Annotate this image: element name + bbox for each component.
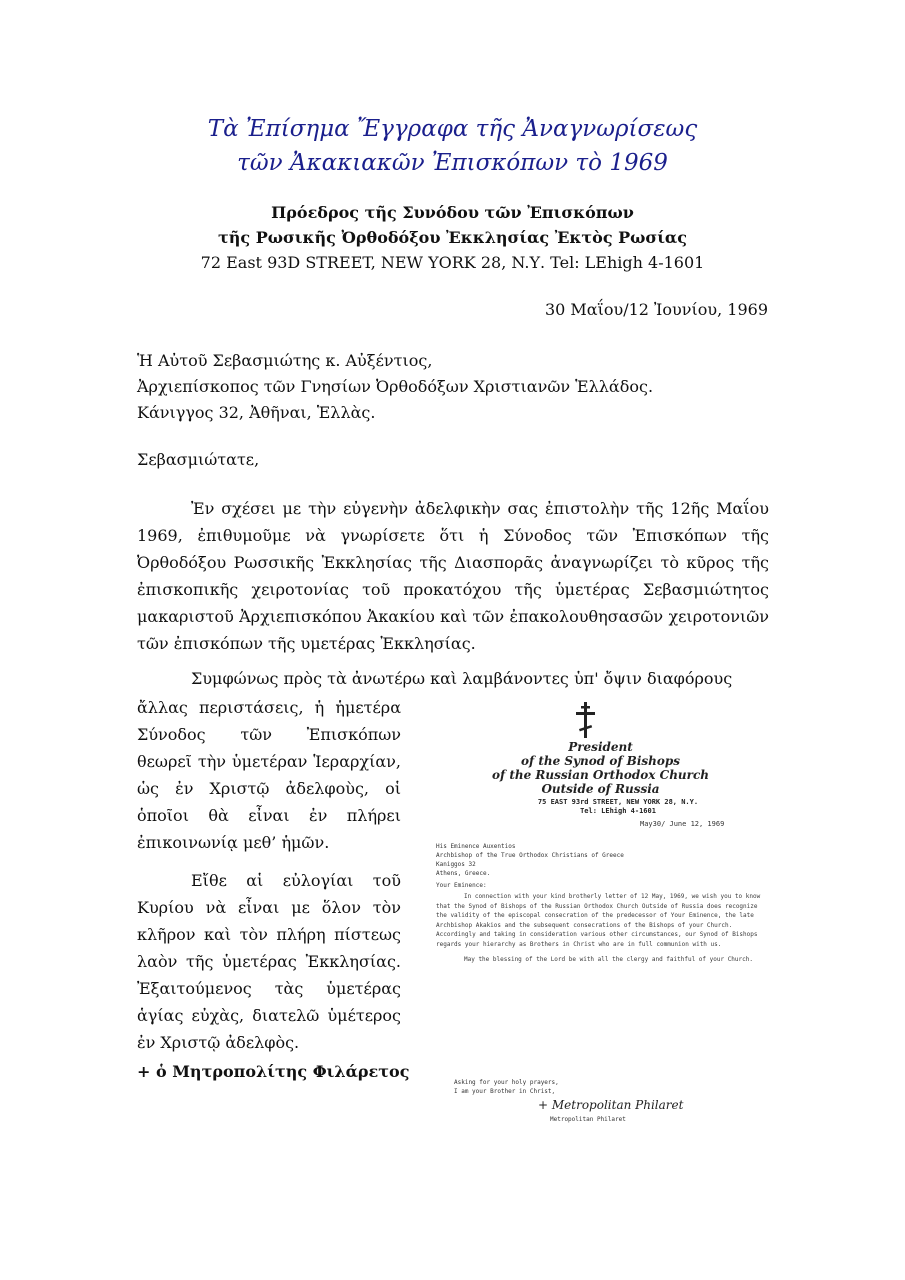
recipient-line-2: Ἀρχιεπίσκοπος τῶν Γνησίων Ὀρθοδόξων Χριστιανῶν Ἑλλάδος. [137, 377, 654, 396]
scan-recipient-line-3: Kaniggos 32 [436, 861, 476, 868]
scan-recipient-line-1: His Eminence Auxentios [436, 843, 516, 850]
scan-date: May30/ June 12, 1969 [640, 820, 725, 828]
letter-date: 30 Μαΐου/12 Ἰουνίου, 1969 [544, 300, 768, 319]
scan-handwritten-signature: + Metropolitan Philaret [538, 1098, 684, 1112]
letter-header [0, 200, 905, 275]
scan-recipient [436, 842, 624, 878]
scan-address-line: 75 EAST 93rd STREET, NEW YORK 28, N.Y. [537, 798, 699, 806]
scan-tel-line: Tel: LEhigh 4-1601 [580, 807, 656, 815]
recipient-block [137, 348, 653, 426]
scanned-original-letter [428, 700, 773, 1140]
document-title [0, 112, 905, 180]
scan-body-paragraph-1: In connection with your kind brotherly letter of 12 May, 1969, we wish you to know that the Synod of Bishops of the Russian Orthodox Church Outside of Russia does recognize the validity of the episcopal consecration of the predecessor of Your Eminence, the late Archbishop Akakios and the subsequent consecrations of the Bishops of your Church. Accordingly and taking in consideration various other circumstances, our Synod of Bishops regards your hierarchy as Brothers in Christ who are in full communion with us. [436, 893, 761, 948]
paragraph-3: Εἴθε αἱ εὐλογίαι τοῦ Κυρίου νὰ εἶναι με ὅλον τὸν κλῆρον καὶ τὸν πλήρη πίστεως λαὸν τῆς ὑμετέρας Ἐκκλησίας. Ἐξαιτούμενος τὰς ὑμετέρας ἁγίας εὐχὰς, διατελῶ ὑμέτερος ἐν Χριστῷ ἀδελφὸς. [137, 871, 401, 1052]
paragraph-2-rest: ἄλλας περιστάσεις, ἡ ἡμετέρα Σύνοδος τῶν Ἐπισκόπων θεωρεῖ τὴν ὑμετέραν Ἱεραρχίαν, ὡς ἐν Χριστῷ ἀδελφοὺς, οἱ ὁποῖοι θὰ εἶναι ἐν πλήρει ἐπικοινωνίᾳ μεθ’ ἡμῶν. [137, 698, 401, 852]
scan-body [436, 892, 766, 971]
paragraph-1: Ἐν σχέσει με τὴν εὐγενὴν ἀδελφικὴν σας ἐπιστολὴν τῆς 12ῆς Μαΐου 1969, ἐπιθυμοῦμε νὰ γνωρίσετε ὅτι ἡ Σύνοδος τῶν Ἐπισκόπων τῆς Ὀρθοδόξου Ρωσσικῆς Ἐκκλησίας τῆς Διασπορᾶς ἀναγνωρίζει τὸ κῦρος τῆς ἐπισκοπικῆς χειροτονίας τοῦ προκατόχου τῆς ὑμετέρας Σεβασμιώτητος μακαριστοῦ Ἀρχιεπισκόπου Ἀκακίου καὶ τῶν ἐπακολουθησασῶν χειροτονιῶν τῶν ἐπισκόπων τῆς υμετέρας Ἐκκλησίας. [137, 499, 769, 653]
scan-letterhead-line-3: of the Russian Orthodox Church [492, 768, 709, 782]
header-line-2: τῆς Ρωσικῆς Ὀρθοδόξου Ἐκκλησίας Ἐκτὸς Ρωσίας [218, 228, 687, 247]
orthodox-cross-icon [574, 702, 596, 738]
scan-salutation: Your Eminence: [436, 882, 487, 889]
salutation: Σεβασμιώτατε, [137, 450, 260, 469]
signature: + ὁ Μητροπολίτης Φιλάρετος [137, 1062, 410, 1081]
header-line-1: Πρόεδρος τῆς Συνόδου τῶν Ἐπισκόπων [271, 203, 634, 222]
scan-recipient-line-2: Archbishop of the True Orthodox Christians of Greece [436, 852, 624, 859]
header-address: 72 East 93D STREET, NEW YORK 28, N.Υ. Tel: LEhigh 4-1601 [200, 253, 705, 272]
recipient-line-1: Ἡ Αὐτοῦ Σεβασμιώτης κ. Αὐξέντιος, [137, 351, 433, 370]
scan-recipient-line-4: Athens, Greece. [436, 870, 491, 877]
title-line-1: Τὰ Ἐπίσημα Ἔγγραφα τῆς Ἀναγνωρίσεως [207, 116, 698, 142]
paragraph-2-first-line: Συμφώνως πρὸς τὰ ἀνωτέρω καὶ λαμβάνοντες ὑπ' ὄψιν διαφόρους [191, 669, 733, 688]
scan-letterhead-line-2: of the Synod of Bishops [520, 754, 681, 768]
scan-letterhead-line-4: Outside of Russia [541, 782, 660, 796]
scan-signature-name: Metropolitan Philaret [550, 1116, 626, 1123]
scan-closing-line-2: I am your Brother in Christ, [454, 1088, 556, 1095]
scan-body-paragraph-2: May the blessing of the Lord be with all the clergy and faithful of your Church. [464, 956, 753, 963]
scan-letterhead-line-1: President [568, 740, 633, 754]
recipient-line-3: Κάνιγγος 32, Ἀθῆναι, Ἑλλὰς. [137, 403, 376, 422]
scan-address [468, 798, 768, 816]
scan-closing [454, 1078, 559, 1096]
title-line-2: τῶν Ἀκακιακῶν Ἐπισκόπων τὸ 1969 [237, 150, 668, 176]
scan-letterhead [428, 740, 773, 796]
scan-closing-line-1: Asking for your holy prayers, [454, 1079, 559, 1086]
